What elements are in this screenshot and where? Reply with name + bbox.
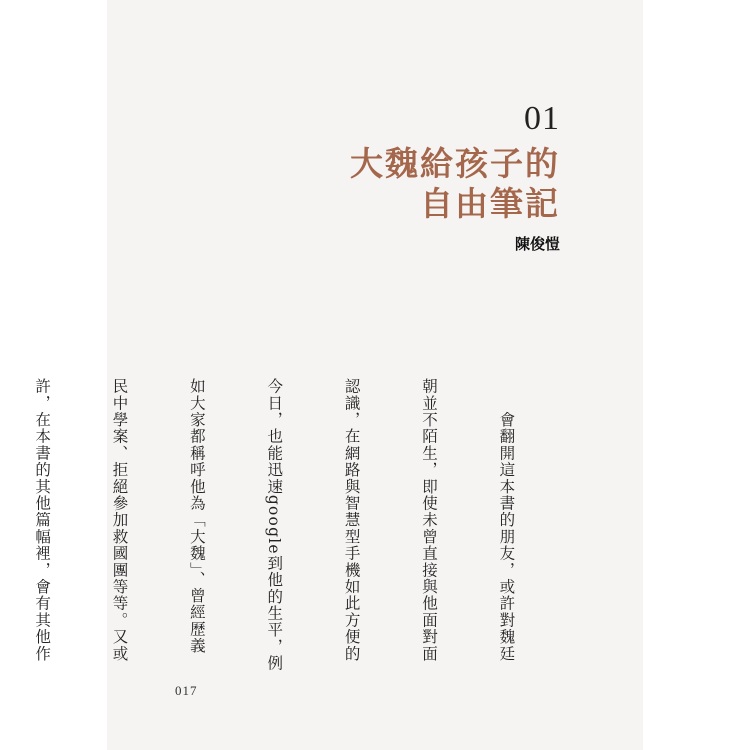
body-line: 今日，也能迅速google到他的生平，例 bbox=[265, 378, 284, 672]
body-line: 如大家都稱呼他為「大魏」、曾經歷義 bbox=[187, 378, 206, 655]
body-line: 朝並不陌生，即使未曾直接與他面對面 bbox=[420, 378, 439, 662]
author-name: 陳俊愷 bbox=[514, 235, 560, 253]
book-page bbox=[33, 0, 643, 750]
body-line: 認識，在網路與智慧型手機如此方便的 bbox=[342, 378, 361, 662]
body-line: 許，在本書的其他篇幅裡，會有其他作 bbox=[33, 378, 52, 662]
chapter-title-line-2: 自由筆記 bbox=[420, 184, 560, 223]
body-text bbox=[0, 378, 570, 672]
chapter-title-line-1: 大魏給孩子的 bbox=[350, 144, 560, 183]
body-line: 會翻開這本書的朋友，或許對魏廷 bbox=[497, 378, 516, 662]
chapter-title bbox=[350, 144, 560, 224]
body-line: 民中學案、拒絕參加救國團等等。又或 bbox=[110, 378, 129, 662]
page-number: 017 bbox=[175, 683, 198, 698]
chapter-number: 01 bbox=[524, 100, 560, 137]
